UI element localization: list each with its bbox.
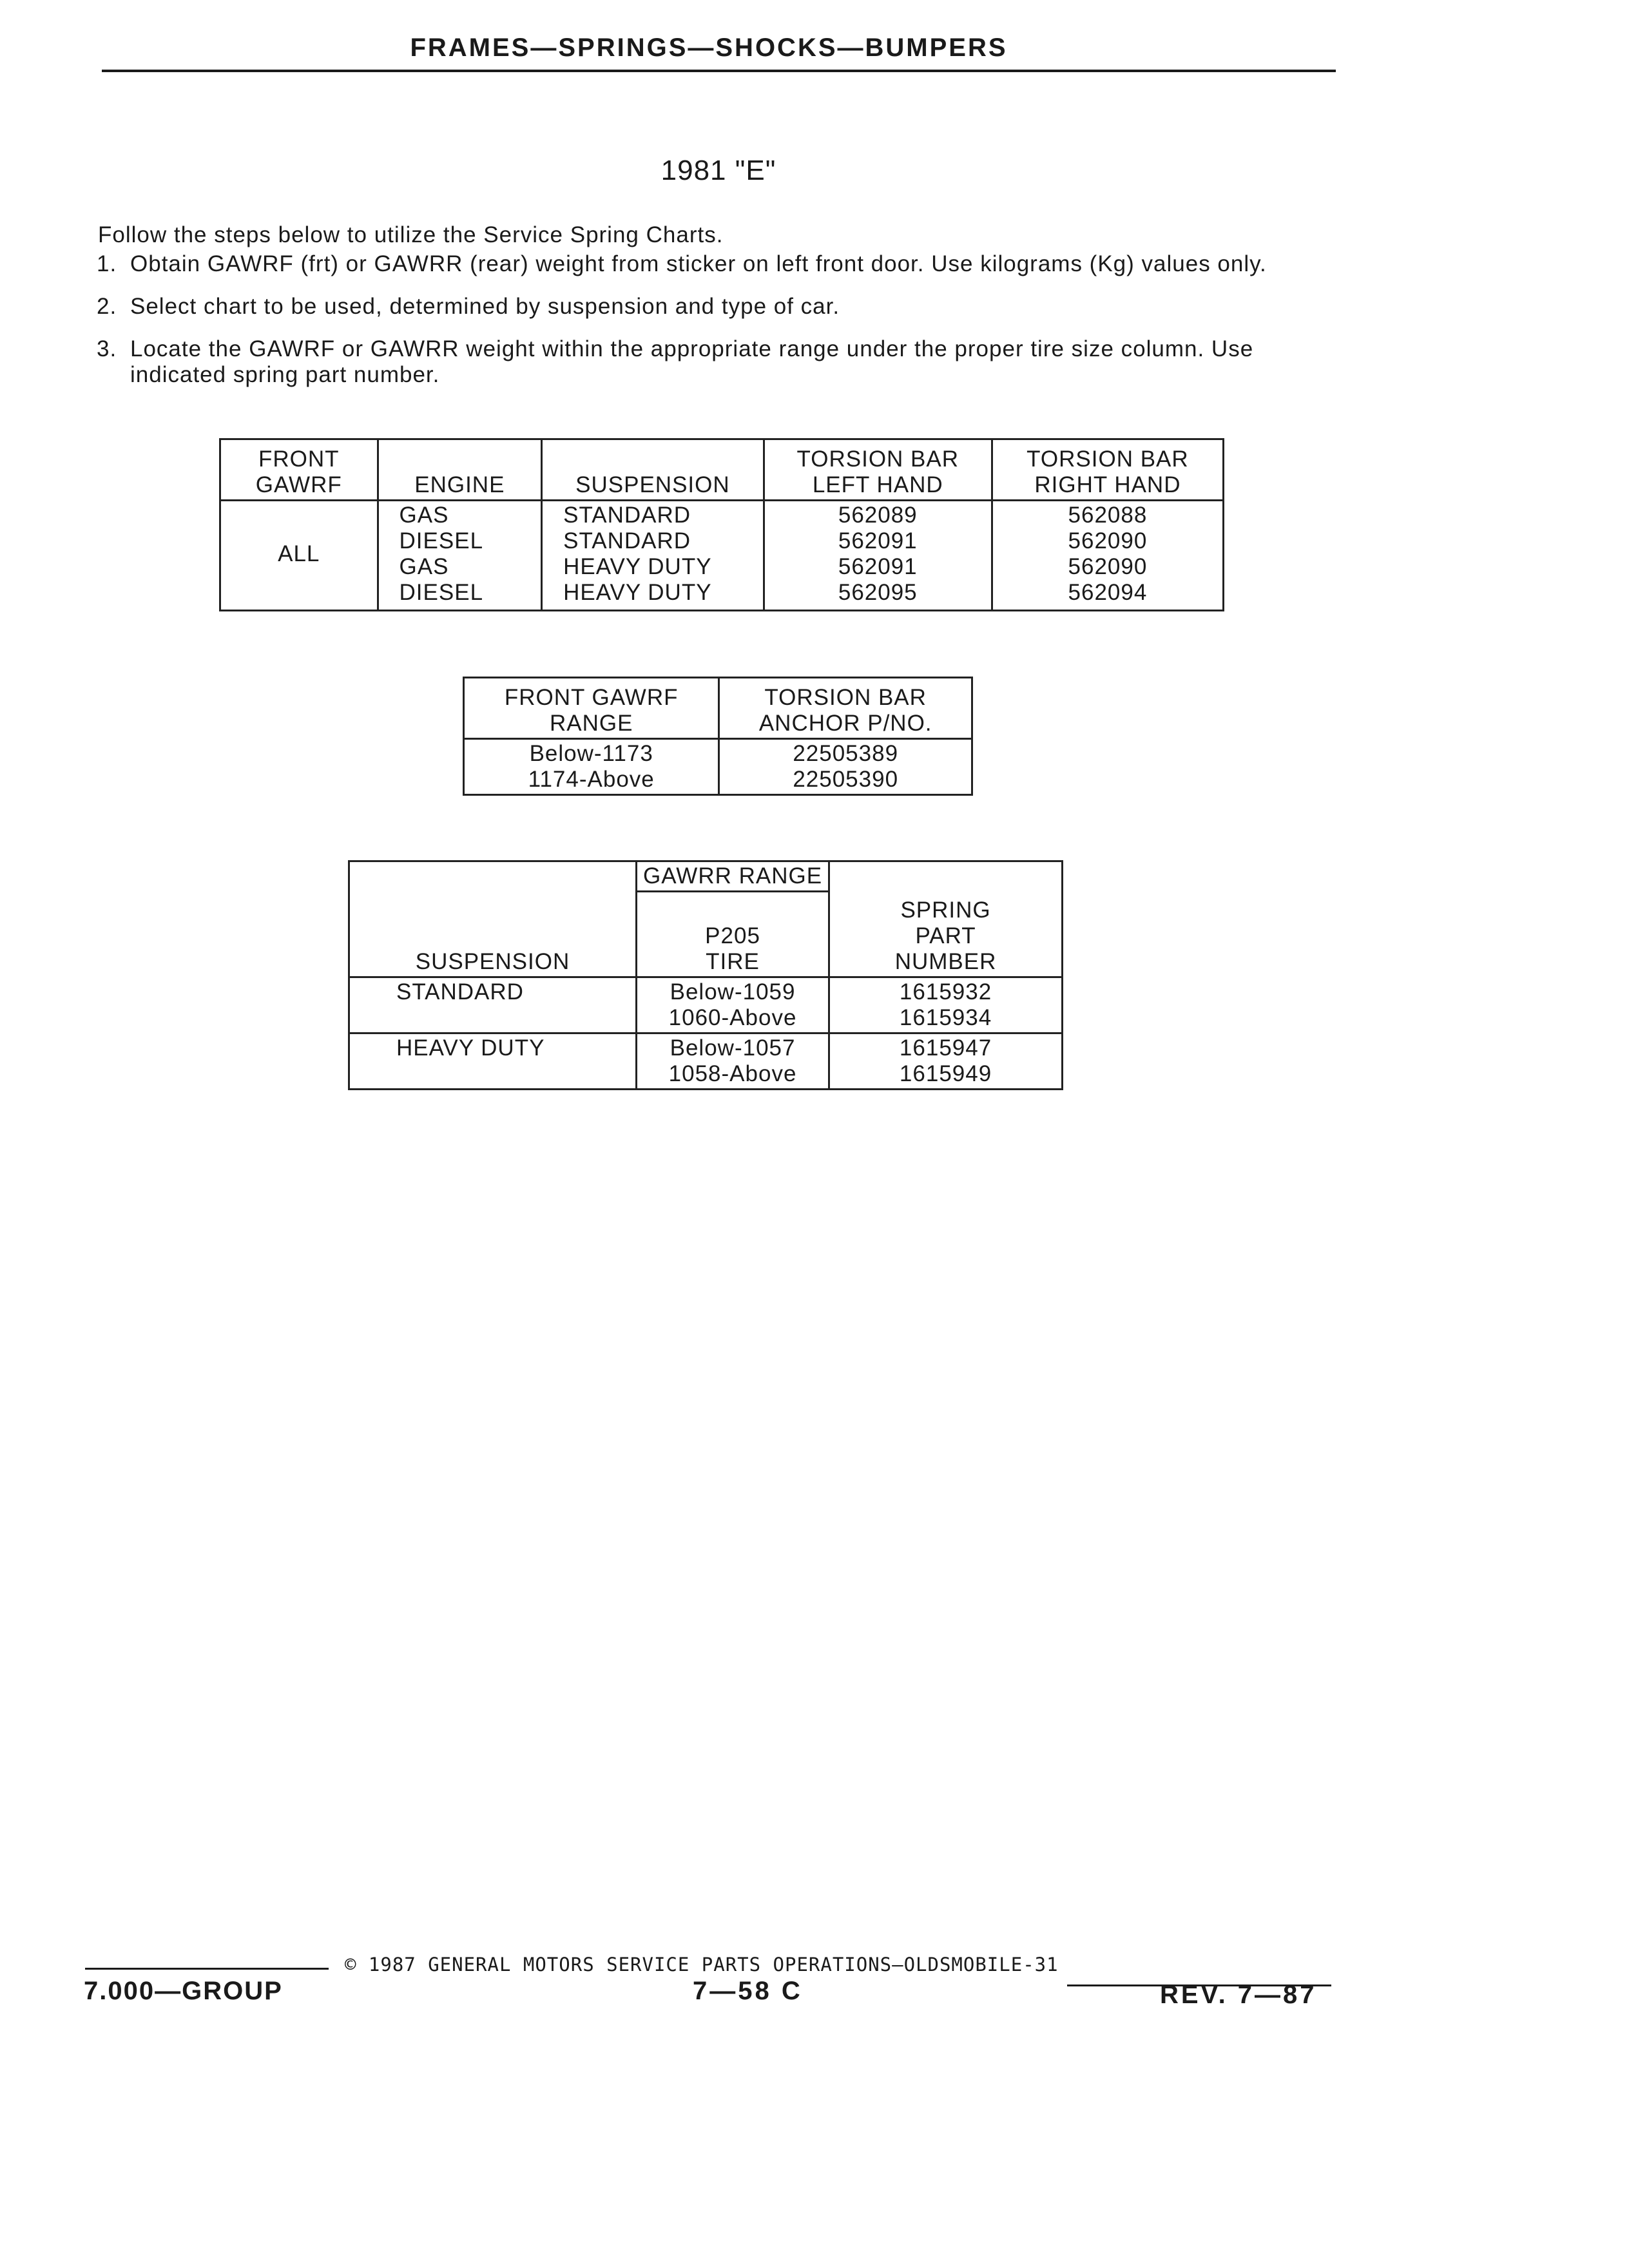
table-row [220,501,1224,611]
header-tire-size: P205 TIRE [636,892,829,977]
instruction-steps [97,251,1360,405]
table-row [349,1033,1063,1090]
page-number: 7—58 C [693,1977,803,2005]
step-number: 3. [97,336,117,361]
step-text: Locate the GAWRF or GAWRR weight within the appropriate range under the proper tire size column. Use indicated spring part number. [130,336,1254,387]
header-torsion-bar-right: TORSION BAR RIGHT HAND [992,439,1223,501]
group-number: 7.000—GROUP [84,1977,283,2005]
instruction-step [97,251,1360,277]
instruction-step [97,294,1360,320]
range-cell: Below-1057 1058-Above [636,1033,829,1090]
footer-rule [85,1968,329,1970]
range-cell: Below-1173 1174-Above [464,739,719,795]
table-row [464,739,972,795]
table-header-row [349,861,1063,892]
table-row [349,977,1063,1033]
header-front-gawrf: FRONT GAWRF [220,439,378,501]
header-rule [102,70,1336,72]
copyright-notice: © 1987 GENERAL MOTORS SERVICE PARTS OPERATIONS—OLDSMOBILE-31 [345,1954,1059,1975]
table-header-row [220,439,1224,501]
torsion-bar-table [219,438,1224,611]
header-gawrr-range: GAWRR RANGE [636,861,829,892]
header-torsion-bar-left: TORSION BAR LEFT HAND [764,439,992,501]
step-text: Obtain GAWRF (frt) or GAWRR (rear) weight from sticker on left front door. Use kilograms (Kg) values only. [130,251,1267,276]
header-suspension: SUSPENSION [349,861,637,977]
spring-part-cell: 1615932 1615934 [829,977,1063,1033]
model-year-heading: 1981 "E" [660,155,776,186]
torsion-bar-anchor-table [463,677,973,796]
instruction-step [97,336,1360,388]
header-front-gawrf-range: FRONT GAWRF RANGE [464,678,719,739]
step-number: 2. [97,294,117,319]
step-number: 1. [97,251,117,276]
anchor-part-cell: 22505389 22505390 [719,739,972,795]
rear-spring-table [348,860,1063,1090]
left-hand-part-cell: 562089 562091 562091 562095 [764,501,992,611]
suspension-cell: HEAVY DUTY [349,1033,637,1090]
spring-part-cell: 1615947 1615949 [829,1033,1063,1090]
right-hand-part-cell: 562088 562090 562090 562094 [992,501,1223,611]
front-gawrf-cell: ALL [220,501,378,611]
section-title: FRAMES—SPRINGS—SHOCKS—BUMPERS [410,34,1008,62]
header-spring-part-number: SPRING PART NUMBER [829,861,1063,977]
table-header-row [464,678,972,739]
step-text: Select chart to be used, determined by suspension and type of car. [130,294,840,319]
revision-date: REV. 7—87 [1160,1981,1317,2009]
header-engine: ENGINE [378,439,542,501]
suspension-cell: STANDARD STANDARD HEAVY DUTY HEAVY DUTY [542,501,764,611]
range-cell: Below-1059 1060-Above [636,977,829,1033]
header-anchor-part-number: TORSION BAR ANCHOR P/NO. [719,678,972,739]
engine-cell: GAS DIESEL GAS DIESEL [378,501,542,611]
suspension-cell: STANDARD [349,977,637,1033]
header-suspension: SUSPENSION [542,439,764,501]
instructions-intro: Follow the steps below to utilize the Service Spring Charts. [98,222,724,247]
